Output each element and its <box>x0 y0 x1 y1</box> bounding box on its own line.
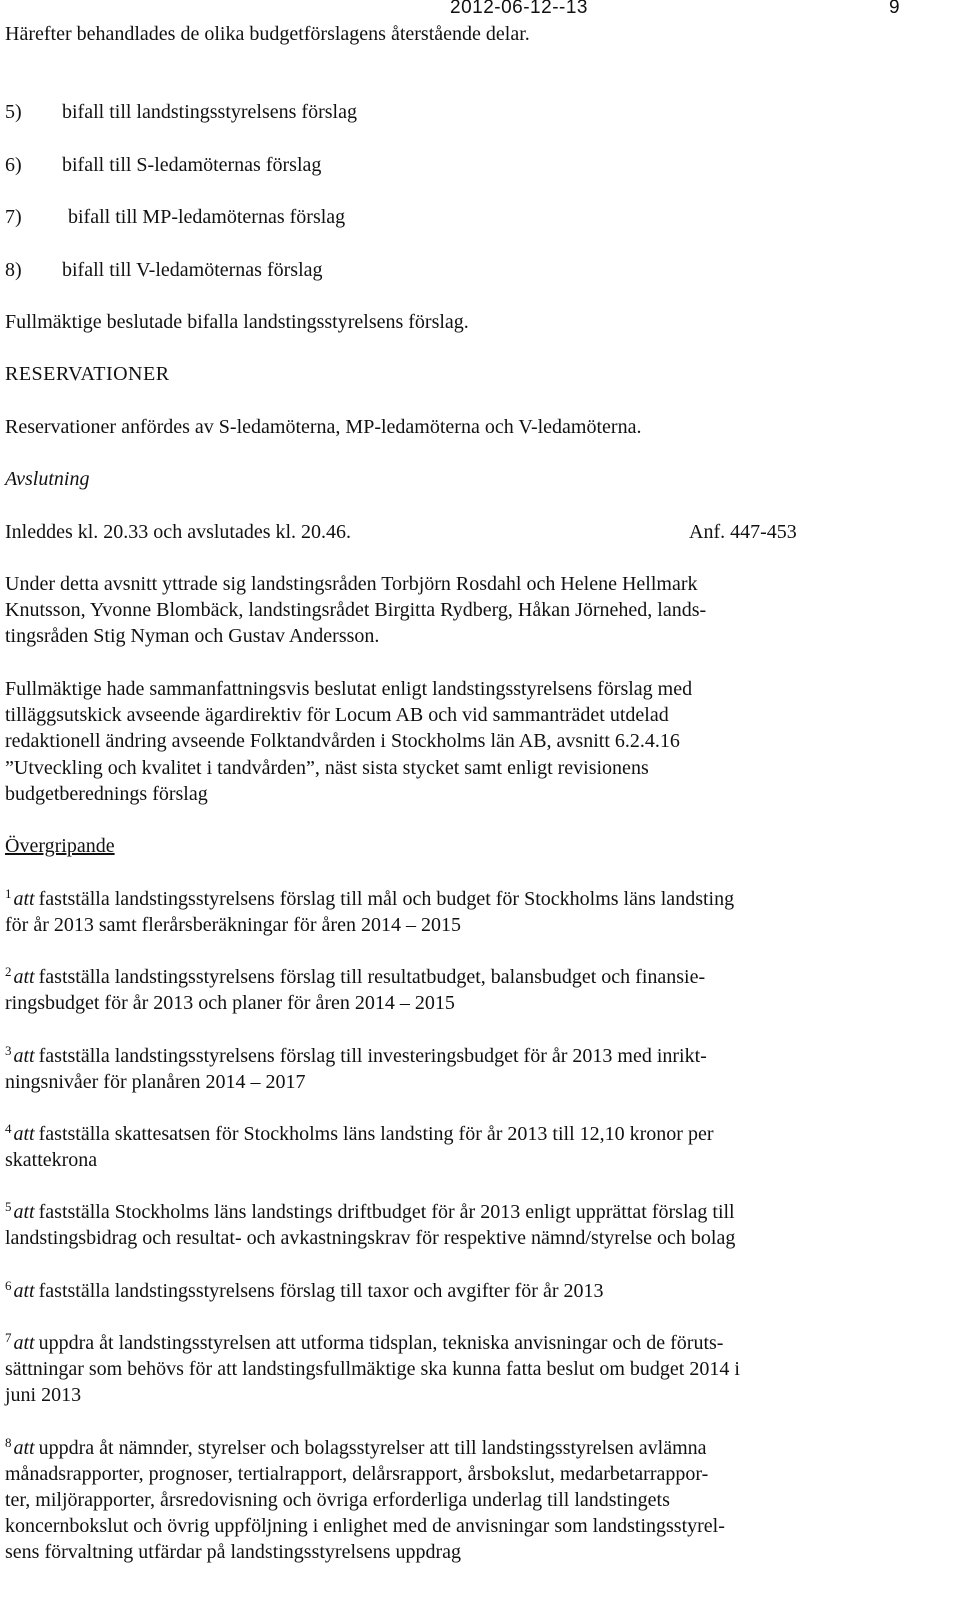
item-text: fastställa landstingsstyrelsens förslag till investeringsbudget för år 2013 med inrikt- <box>38 1045 707 1067</box>
option-text: bifall till V-ledamöternas förslag <box>62 259 323 281</box>
item-line: skattekrona <box>5 1149 98 1171</box>
item-line: juni 2013 <box>5 1384 82 1406</box>
option-5 <box>5 99 945 125</box>
option-6 <box>5 152 945 178</box>
att-word: att <box>13 1123 35 1145</box>
reservations-heading: RESERVATIONER <box>5 363 170 385</box>
closing-text: Inleddes kl. 20.33 och avslutades kl. 20.46. <box>5 521 352 543</box>
item-text: fastställa landstingsstyrelsens förslag till mål och budget för Stockholms läns landsting <box>38 888 735 910</box>
item-line: sättningar som behövs för att landstingsfullmäktige ska kunna fatta beslut om budget 2014 i <box>5 1358 740 1380</box>
item-line: månadsrapporter, prognoser, tertialrapport, delårsrapport, årsbokslut, medarbetarrappor- <box>5 1463 709 1485</box>
item-line <box>5 1435 945 1461</box>
option-text: bifall till landstingsstyrelsens förslag <box>62 101 357 123</box>
intro-text: Härefter behandlades de olika budgetförslagens återstående delar. <box>5 23 530 45</box>
option-number: 7) <box>5 206 22 228</box>
summary-line: Fullmäktige hade sammanfattningsvis beslutat enligt landstingsstyrelsens förslag med <box>5 678 693 700</box>
item-text: fastställa skattesatsen för Stockholms läns landsting för år 2013 till 12,10 kronor per <box>38 1123 714 1145</box>
item-number: 4 <box>5 1121 12 1136</box>
att-word: att <box>13 888 35 910</box>
att-word: att <box>13 1045 35 1067</box>
item-line: landstingsbidrag och resultat- och avkastningskrav för respektive nämnd/styrelse och bolag <box>5 1227 736 1249</box>
anf-reference: Anf. 447-453 <box>689 521 797 543</box>
summary-line: redaktionell ändring avseende Folktandvården i Stockholms län AB, avsnitt 6.2.4.16 <box>5 730 680 752</box>
att-word: att <box>13 1280 35 1302</box>
speakers-line: Knutsson, Yvonne Blombäck, landstingsrådet Birgitta Rydberg, Håkan Jörnehed, lands- <box>5 599 707 621</box>
att-word: att <box>13 1437 35 1459</box>
item-text: fastställa Stockholms läns landstings driftbudget för år 2013 enligt upprättat förslag till <box>38 1201 735 1223</box>
item-line <box>5 964 945 990</box>
option-number: 5) <box>5 101 22 123</box>
item-line <box>5 1278 945 1304</box>
att-word: att <box>13 966 35 988</box>
option-text: bifall till MP-ledamöternas förslag <box>68 206 346 228</box>
summary-line: tilläggsutskick avseende ägardirektiv för Locum AB och vid sammanträdet utdelad <box>5 704 669 726</box>
item-line: för år 2013 samt flerårsberäkningar för åren 2014 – 2015 <box>5 914 461 936</box>
item-text: fastställa landstingsstyrelsens förslag till taxor och avgifter för år 2013 <box>38 1280 604 1302</box>
item-text: uppdra åt landstingsstyrelsen att utforma tidsplan, tekniska anvisningar och de föruts- <box>38 1332 724 1354</box>
item-number: 1 <box>5 886 12 901</box>
reservations-text: Reservationer anfördes av S-ledamöterna, MP-ledamöterna och V-ledamöterna. <box>5 416 642 438</box>
item-line <box>5 1199 945 1225</box>
item-line: koncernbokslut och övrig uppföljning i enlighet med de anvisningar som landstingsstyrel- <box>5 1515 725 1537</box>
option-number: 8) <box>5 259 22 281</box>
header-date: 2012-06-12--13 <box>450 0 588 18</box>
item-line <box>5 1043 945 1069</box>
option-8 <box>5 257 945 283</box>
item-line <box>5 886 945 912</box>
summary-line: ”Utveckling och kvalitet i tandvården”, näst sista stycket samt enligt revisionens <box>5 757 649 779</box>
option-7 <box>5 204 945 230</box>
decision-text: Fullmäktige beslutade bifalla landstingsstyrelsens förslag. <box>5 311 469 333</box>
speakers-line: Under detta avsnitt yttrade sig landstingsråden Torbjörn Rosdahl och Helene Hellmark <box>5 573 698 595</box>
section-heading: Övergripande <box>5 835 115 857</box>
speakers-line: tingsråden Stig Nyman och Gustav Andersson. <box>5 625 380 647</box>
page-number: 9 <box>889 0 900 18</box>
item-line: ringsbudget för år 2013 och planer för åren 2014 – 2015 <box>5 992 455 1014</box>
item-number: 3 <box>5 1043 12 1058</box>
att-word: att <box>13 1201 35 1223</box>
closing-heading: Avslutning <box>5 468 90 490</box>
item-line: ningsnivåer för planåren 2014 – 2017 <box>5 1071 306 1093</box>
item-line <box>5 1121 945 1147</box>
item-line <box>5 1330 945 1356</box>
closing-line <box>5 519 945 545</box>
att-word: att <box>13 1332 35 1354</box>
summary-line: budgetberednings förslag <box>5 783 208 805</box>
item-number: 2 <box>5 964 12 979</box>
item-text: fastställa landstingsstyrelsens förslag till resultatbudget, balansbudget och finansie- <box>38 966 706 988</box>
item-number: 7 <box>5 1330 12 1345</box>
item-line: sens förvaltning utfärdar på landstingsstyrelsens uppdrag <box>5 1541 462 1563</box>
item-number: 5 <box>5 1199 12 1214</box>
item-number: 6 <box>5 1278 12 1293</box>
item-number: 8 <box>5 1435 12 1450</box>
item-text: uppdra åt nämnder, styrelser och bolagsstyrelser att till landstingsstyrelsen avlämna <box>38 1437 707 1459</box>
item-line: ter, miljörapporter, årsredovisning och övriga erforderliga underlag till landstingets <box>5 1489 670 1511</box>
option-number: 6) <box>5 154 22 176</box>
option-text: bifall till S-ledamöternas förslag <box>62 154 322 176</box>
